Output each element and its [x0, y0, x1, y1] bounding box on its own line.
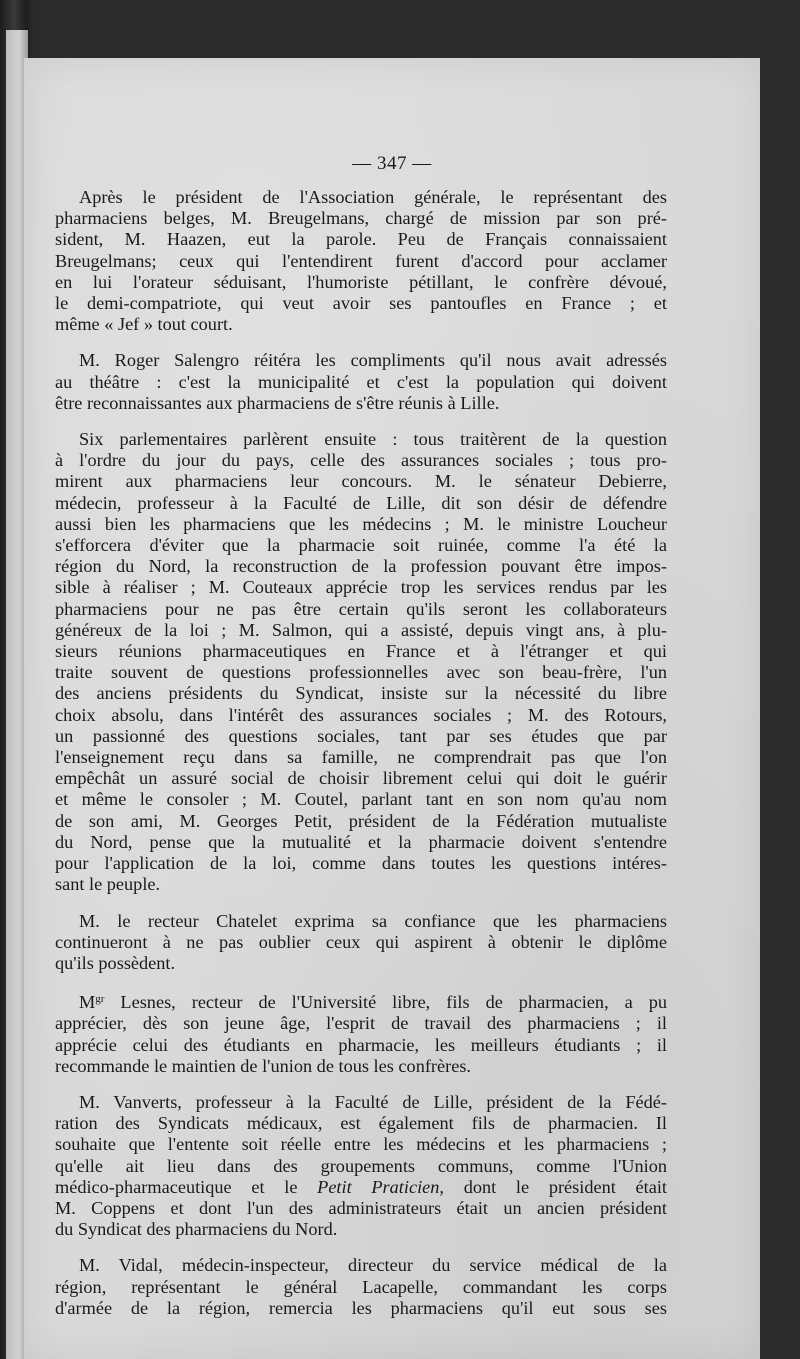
text-line: sieurs réunions pharmaceutiques en France et à l'étranger et qui [55, 641, 667, 662]
text-line: sible à réaliser ; M. Couteaux apprécie trop les services rendus par les [55, 577, 667, 598]
text-line: apprécier, dès son jeune âge, l'esprit de travail des pharmaciens ; il [55, 1013, 667, 1034]
text-line: s'efforcera d'éviter que la pharmacie soit ruinée, comme l'a été la [55, 535, 667, 556]
paragraph-7 [55, 1255, 667, 1319]
text-line: du Syndicat des pharmaciens du Nord. [55, 1219, 338, 1240]
line-rest: Lesnes, recteur de l'Université libre, fils de pharmacien, a pu [104, 992, 667, 1013]
text-line: empêchât un assuré social de choisir librement celui qui doit le guérir [55, 768, 667, 789]
text-line: l'enseignement reçu dans sa famille, ne comprendrait pas que l'on [55, 747, 667, 768]
text-line: souhaite que l'entente soit réelle entre les médecins et les pharmaciens ; [55, 1134, 667, 1155]
text-line [55, 1177, 667, 1198]
paragraph-6 [55, 1092, 667, 1240]
line-end: , dont le président était [439, 1176, 667, 1197]
paragraph-1 [55, 187, 667, 335]
text-line: pour l'application de la loi, comme dans toutes les questions intéres- [55, 853, 667, 874]
text-line: du Nord, pense que la mutualité et la pharmacie doivent s'entendre [55, 831, 667, 852]
text-line: Six parlementaires parlèrent ensuite : tous traitèrent de la question [79, 429, 667, 450]
text-line: M. Roger Salengro réitéra les compliments qu'il nous avait adressés [79, 350, 667, 371]
text-line: et même le consoler ; M. Coutel, parlant tant en son nom qu'au nom [55, 789, 667, 810]
text-line: recommande le maintien de l'union de tous les confrères. [55, 1055, 472, 1076]
paragraph-2 [55, 350, 667, 414]
body-text [55, 187, 667, 1334]
text-line: pharmaciens pour ne pas être certain qu'ils seront les collaborateurs [55, 598, 667, 619]
book-page [24, 58, 760, 1359]
text-line: sident, M. Haazen, eut la parole. Peu de Français connaissaient [55, 229, 667, 250]
text-line: traite souvent de questions professionnelles avec son beau-frère, l'un [55, 662, 667, 683]
text-line: M. Vidal, médecin-inspecteur, directeur du service médical de la [79, 1255, 667, 1276]
text-line: M. Coppens et dont l'un des administrateurs était un ancien président [55, 1197, 667, 1218]
text-line: M. le recteur Chatelet exprima sa confiance que les pharmaciens [79, 910, 667, 931]
paragraph-4 [55, 911, 667, 975]
text-line: au théâtre : c'est la municipalité et c'est la population qui doivent [55, 371, 667, 392]
paragraph-3 [55, 429, 667, 895]
text-line: qu'ils possèdent. [55, 952, 176, 973]
text-line: sant le peuple. [55, 874, 161, 895]
text-line: Après le président de l'Association générale, le représentant des [79, 187, 667, 207]
text-line: ration des Syndicats médicaux, est également fils de pharmacien. Il [55, 1113, 667, 1134]
text-line: de son ami, M. Georges Petit, président de la Fédération mutualiste [55, 810, 667, 831]
text-line: même « Jef » tout court. [55, 314, 233, 335]
text-line: continueront à ne pas oublier ceux qui aspirent à obtenir le diplôme [55, 931, 667, 952]
italic-title: Petit Praticien [317, 1176, 440, 1197]
paragraph-5 [55, 989, 667, 1077]
text-line: des anciens présidents du Syndicat, insiste sur la nécessité du libre [55, 683, 667, 704]
abbrev-m: M [79, 992, 96, 1013]
text-line: région du Nord, la reconstruction de la profession pouvant être impos- [55, 556, 667, 577]
text-line: M. Vanverts, professeur à la Faculté de Lille, président de la Fédé- [79, 1091, 667, 1112]
superscript: gr [95, 993, 105, 1006]
text-line: choix absolu, dans l'intérêt des assurances sociales ; M. des Rotours, [55, 704, 667, 725]
line-start: médico-pharmaceutique et le [55, 1176, 318, 1197]
text-line: un passionné des questions sociales, tant par ses études que par [55, 725, 667, 746]
text-line: médecin, professeur à la Faculté de Lille, dit son désir de défendre [55, 492, 667, 513]
text-line: le demi-compatriote, qui veut avoir ses pantoufles en France ; et [55, 293, 667, 314]
text-line: être reconnaissantes aux pharmaciens de s'être réunis à Lille. [55, 392, 500, 413]
text-line: généreux de la loi ; M. Salmon, qui a assisté, depuis vingt ans, à plu- [55, 619, 667, 640]
text-line: qu'elle ait lieu dans des groupements communs, comme l'Union [55, 1155, 667, 1176]
text-line: région, représentant le général Lacapelle, commandant les corps [55, 1276, 667, 1297]
text-line: Breugelmans; ceux qui l'entendirent furent d'accord pour acclamer [55, 250, 667, 271]
page-number: — 347 — [352, 153, 432, 174]
text-line: pharmaciens belges, M. Breugelmans, chargé de mission par son pré- [55, 208, 667, 229]
text-line: apprécie celui des étudiants en pharmacie, les meilleurs étudiants ; il [55, 1034, 667, 1055]
text-line: à l'ordre du jour du pays, celle des assurances sociales ; tous pro- [55, 450, 667, 471]
text-line: aussi bien les pharmaciens que les médecins ; M. le ministre Loucheur [55, 513, 667, 534]
text-line: mirent aux pharmaciens leur concours. M. le sénateur Debierre, [55, 471, 667, 492]
text-line: d'armée de la région, remercia les pharmaciens qu'il eut sous ses [55, 1297, 667, 1318]
text-line: en lui l'orateur séduisant, l'humoriste pétillant, le confrère dévoué, [55, 271, 667, 292]
text-line [55, 989, 667, 1013]
